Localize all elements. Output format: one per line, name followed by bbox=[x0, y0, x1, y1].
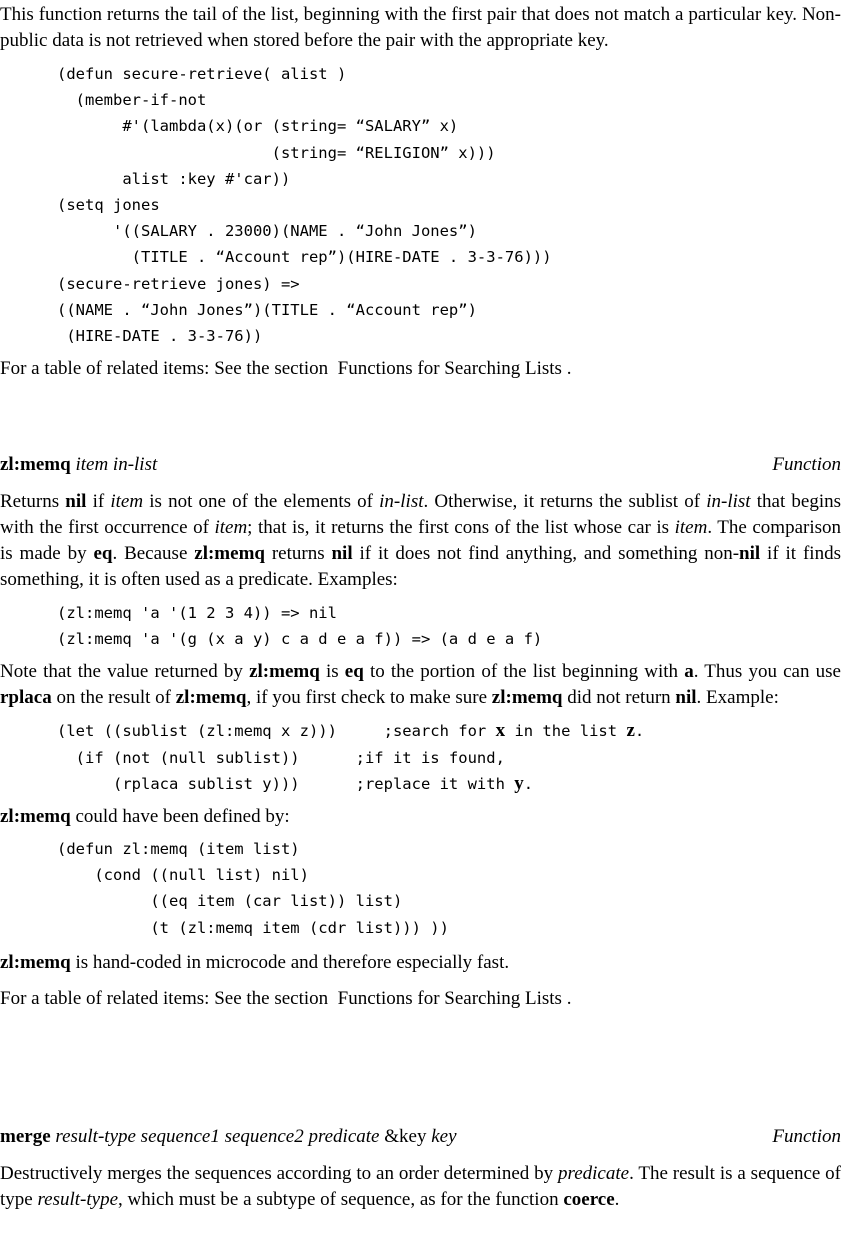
code-line: (zl:memq 'a '(1 2 3 4)) => nil bbox=[57, 604, 337, 622]
code-line: ((NAME . “John Jones”)(TITLE . “Account rep”) bbox=[57, 300, 477, 319]
intro-paragraph: This function returns the tail of the list, beginning with the first pair that does not match a particular key. Non-public data is not retrieved when stored before the pair with the appropriate key. bbox=[0, 4, 841, 51]
function-name: zl:memq bbox=[0, 454, 71, 475]
merge-header bbox=[0, 1124, 841, 1150]
key-arg: key bbox=[431, 1126, 457, 1147]
code-line: (let ((sublist (zl:memq x z))) ;search for x in the list z. bbox=[57, 720, 645, 742]
code-line: ((eq item (car list)) list) bbox=[57, 892, 403, 911]
code-line: (HIRE-DATE . 3-3-76)) bbox=[57, 327, 263, 346]
code-line: (TITLE . “Account rep”)(HIRE-DATE . 3-3-76))) bbox=[57, 248, 552, 267]
function-args: item in-list bbox=[75, 454, 158, 475]
see-also-searching-lists: For a table of related items: See the section Functions for Searching Lists . bbox=[0, 987, 572, 1009]
merge-description: Destructively merges the sequences according to an order determined by predicate. The result is a sequence of type result-type, which must be a subtype of sequence, as for the function coerce. bbox=[0, 1163, 841, 1210]
code-line: (cond ((null list) nil) bbox=[57, 866, 309, 885]
code-line: (t (zl:memq item (cdr list))) )) bbox=[57, 918, 449, 937]
key-keyword: &key bbox=[379, 1126, 432, 1147]
code-line: #'(lambda(x)(or (string= “SALARY” x) bbox=[57, 117, 459, 136]
merge-section bbox=[0, 1124, 841, 1213]
code-line: (member-if-not bbox=[57, 91, 207, 110]
memq-rplaca-example bbox=[0, 718, 841, 797]
function-args: result-type sequence1 sequence2 predicate bbox=[55, 1126, 380, 1147]
code-line: (if (not (null sublist)) ;if it is found, bbox=[57, 748, 505, 767]
code-line: (secure-retrieve jones) => bbox=[57, 274, 300, 293]
kind-label: Function bbox=[772, 454, 841, 475]
code-line: alist :key #'car)) bbox=[57, 169, 291, 188]
code-block-secure-retrieve bbox=[0, 61, 841, 349]
kind-label: Function bbox=[772, 1126, 841, 1147]
code-line: (string= “RELIGION” x))) bbox=[57, 143, 496, 162]
memq-signature bbox=[0, 452, 157, 478]
function-name: merge bbox=[0, 1126, 51, 1147]
memq-header bbox=[0, 452, 841, 478]
memq-hand-coded: zl:memq is hand-coded in microcode and therefore especially fast. bbox=[0, 951, 510, 973]
secure-retrieve-section bbox=[0, 2, 841, 382]
code-line: '((SALARY . 23000)(NAME . “John Jones”) bbox=[57, 222, 477, 241]
code-line: (rplaca sublist y))) ;replace it with y. bbox=[57, 772, 534, 794]
code-line: (defun zl:memq (item list) bbox=[57, 840, 300, 859]
memq-examples bbox=[0, 600, 841, 652]
merge-signature bbox=[0, 1124, 457, 1150]
see-also-searching-lists: For a table of related items: See the section Functions for Searching Lists . bbox=[0, 358, 572, 380]
memq-definition-code bbox=[0, 836, 841, 941]
code-line: (setq jones bbox=[57, 196, 160, 215]
code-line: (zl:memq 'a '(g (x a y) c a d e a f)) => (a d e a f) bbox=[57, 630, 543, 649]
memq-note: Note that the value returned by zl:memq is eq to the portion of the list beginning with a. Thus you can use rplaca on the result of zl:memq, if you first check to make sure zl:memq did not return nil. Example: bbox=[0, 661, 841, 709]
memq-defined-by: zl:memq could have been defined by: bbox=[0, 806, 290, 828]
memq-description: Returns nil if item is not one of the elements of in-list. Otherwise, it returns the sublist of in-list that begins with the first occurrence of item; that is, it returns the first cons of the list whose car is item. The comparison is made by eq. Because zl:memq returns nil if it does not find anything, and something non-nil if it finds something, it is often used as a predicate. Examples: bbox=[0, 491, 841, 590]
memq-section bbox=[0, 452, 841, 1012]
code-line: (defun secure-retrieve( alist ) bbox=[57, 65, 347, 83]
